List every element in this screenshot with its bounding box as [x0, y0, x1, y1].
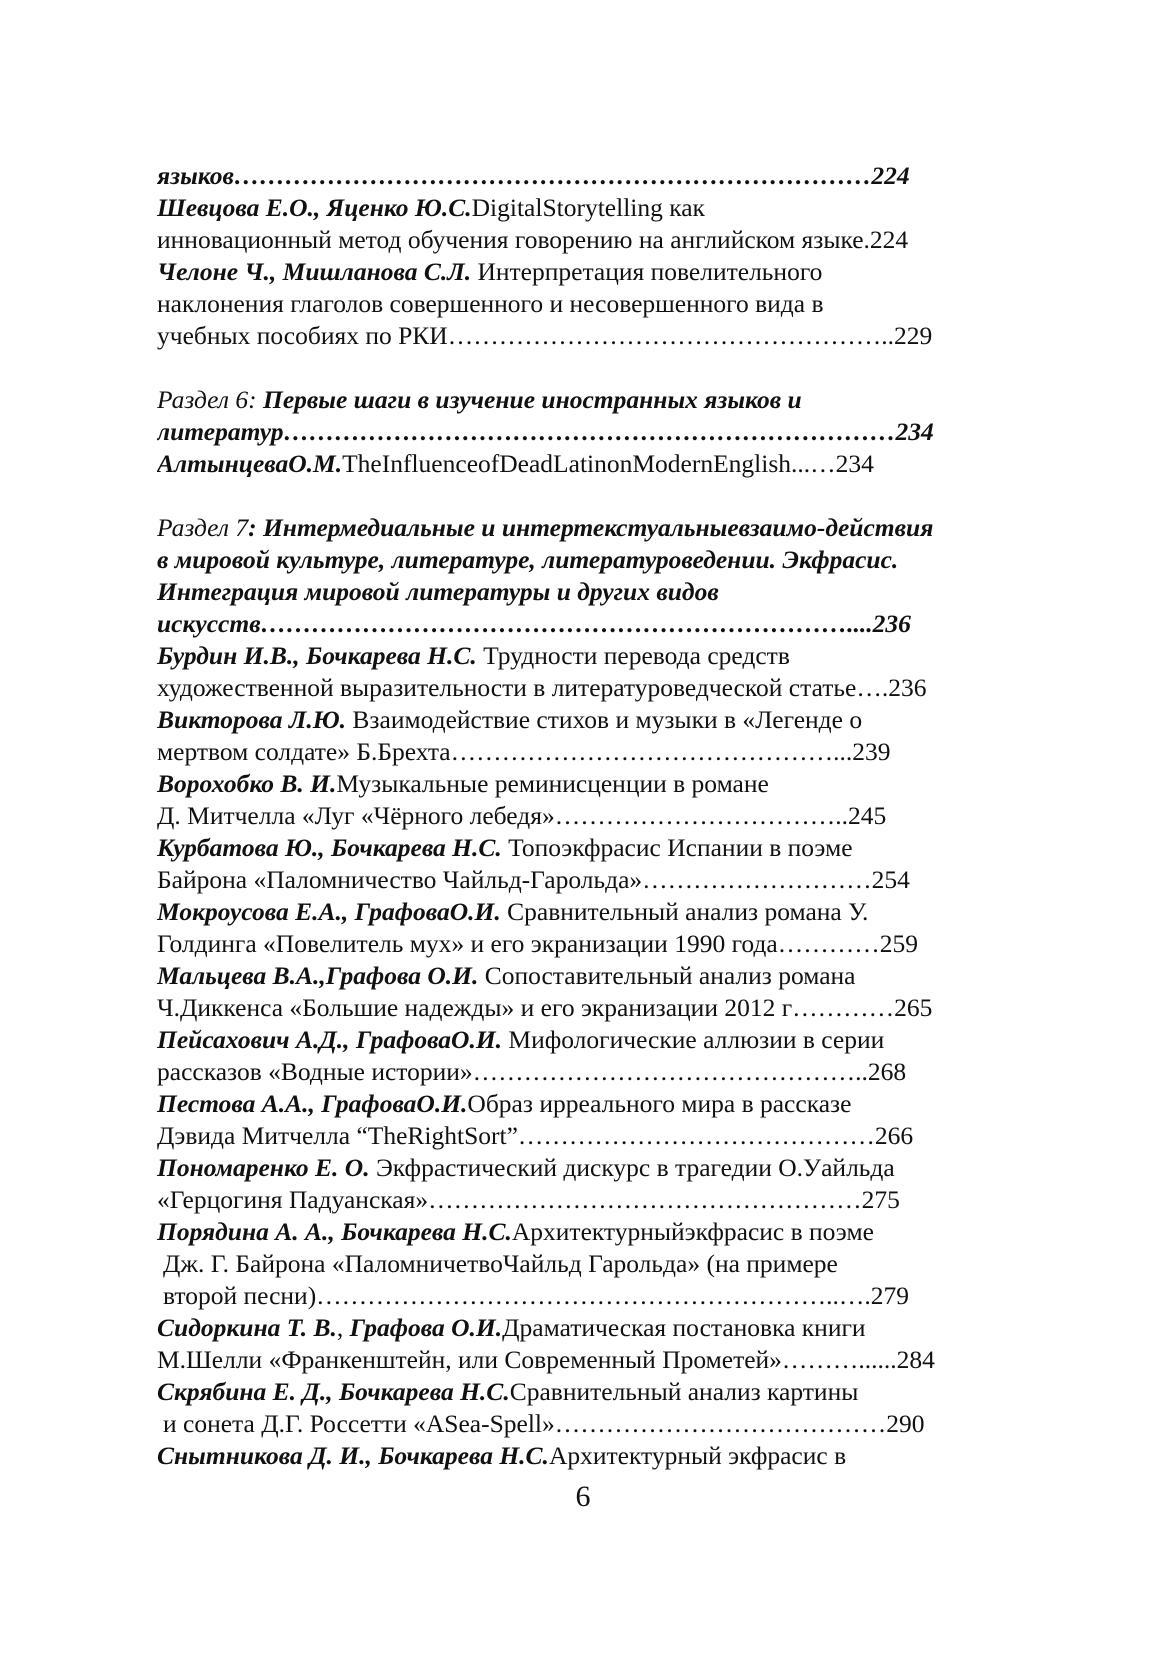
entry-authors: Бурдин И.В., Бочкарева Н.С.: [157, 641, 477, 670]
entry-title: Трудности перевода средств: [476, 641, 790, 670]
entry-title: Экфрастический дискурс в трагедии О.Уайльда: [369, 1153, 895, 1182]
section-title-line: искусств……………………………………………………………....236: [157, 609, 911, 638]
toc-line: Дэвида Митчелла “TheRightSort”……………………………………266: [157, 1121, 914, 1150]
entry-title: TheInfluenceofDeadLatinonModernEnglish...…234: [342, 449, 874, 478]
toc-line: Д. Митчелла «Луг «Чёрного лебедя»……………………………..245: [157, 801, 887, 830]
entry-title: Топоэкфрасис Испании в поэме: [501, 833, 853, 862]
toc-entry: [157, 1312, 1007, 1344]
toc-entry: [157, 448, 1007, 480]
toc-line: Байрона «Паломничество Чайльд-Гарольда»………………………254: [157, 865, 910, 894]
entry-separator: ,: [336, 1313, 350, 1342]
entry-authors: Пономаренко Е. О.: [157, 1153, 370, 1182]
toc-line: наклонения глаголов совершенного и несовершенного вида в: [157, 289, 824, 318]
toc-entry: [157, 192, 1007, 224]
toc-entry: [157, 832, 1007, 864]
entry-title: Музыкальные реминисценции в романе: [336, 769, 769, 798]
entry-authors: Порядина А. А., Бочкарева Н.С.: [157, 1217, 512, 1246]
toc-entry: [157, 960, 1007, 992]
entry-authors: Пестова А.А., ГрафоваО.И.: [157, 1089, 468, 1118]
toc-line: учебных пособиях по РКИ……………………………………………..229: [157, 321, 933, 350]
toc-line: Дж. Г. Байрона «ПаломничетвоЧайльд Гарольда» (на примере: [163, 1249, 838, 1278]
entry-title: Сравнительный анализ романа У.: [500, 897, 869, 926]
toc-entry: [157, 896, 1007, 928]
toc-line: и сонета Д.Г. Россетти «ASea-Spell»…………………………………290: [163, 1409, 925, 1438]
entry-title: DigitalStorytelling как: [471, 193, 705, 222]
entry-title: Архитектурныйэкфрасис в поэме: [511, 1217, 874, 1246]
entry-authors: Снытникова Д. И., Бочкарева Н.С.: [157, 1441, 549, 1470]
toc-line: Голдинга «Повелитель мух» и его экранизации 1990 года…………259: [157, 929, 918, 958]
entry-title: Взаимодействие стихов и музыки в «Легенде о: [346, 705, 863, 734]
toc-line: «Герцогиня Падуанская»……………………………………………275: [157, 1185, 900, 1214]
entry-title: Интерпретация повелительного: [471, 257, 823, 286]
toc-line: второй песни)……………………………………………………..….279: [163, 1281, 910, 1310]
toc-entry: [157, 1152, 1007, 1184]
entry-authors: Мальцева В.А.,Графова О.И.: [157, 961, 479, 990]
table-of-contents: [157, 160, 1007, 1472]
entry-title: Архитектурный экфрасис в: [548, 1441, 847, 1470]
toc-line: художественной выразительности в литературоведческой статье….236: [157, 673, 927, 702]
entry-authors: Челоне Ч., Мишланова С.Л.: [157, 257, 472, 286]
entry-authors: Графова О.И.: [349, 1313, 503, 1342]
entry-authors: Скрябина Е. Д., Бочкарева Н.С.: [157, 1377, 510, 1406]
entry-title: Драматическая постановка книги: [502, 1313, 866, 1342]
section-title: Первые шаги в изучение иностранных языков и: [262, 385, 802, 414]
section-title-line: Интеграция мировой литературы и других видов: [157, 577, 719, 606]
toc-line: инновационный метод обучения говорению на английском языке.224: [157, 225, 909, 254]
toc-entry: [157, 1376, 1007, 1408]
section-title: : Интермедиальные и интертекстуальныевзаимо-действия: [248, 513, 934, 542]
entry-authors: АлтынцеваО.М.: [157, 449, 343, 478]
toc-entry: [157, 704, 1007, 736]
toc-line: Ч.Диккенса «Большие надежды» и его экранизации 2012 г…………265: [157, 993, 933, 1022]
section-label: Раздел 7: [157, 513, 249, 542]
entry-authors: Курбатова Ю., Бочкарева Н.С.: [157, 833, 502, 862]
toc-entry: [157, 768, 1007, 800]
section-heading: [157, 384, 1007, 416]
page-number: 6: [575, 1480, 591, 1513]
section-title-line: литератур………………………………………………………………234: [157, 417, 934, 446]
entry-title: Сопоставительный анализ романа: [478, 961, 856, 990]
entry-title: Образ ирреального мира в рассказе: [467, 1089, 852, 1118]
toc-entry: [157, 1024, 1007, 1056]
entry-title: Сравнительный анализ картины: [509, 1377, 859, 1406]
section-title-line: в мировой культуре, литературе, литературоведении. Экфрасис.: [157, 545, 899, 574]
section-heading: [157, 512, 1007, 544]
entry-title: Мифологические аллюзии в серии: [502, 1025, 885, 1054]
toc-entry: [157, 1440, 1007, 1472]
entry-authors: Мокроусова Е.А., ГрафоваО.И.: [157, 897, 501, 926]
toc-line: рассказов «Водные истории»………………………………………..268: [157, 1057, 907, 1086]
entry-authors: Сидоркина Т. В.: [157, 1313, 337, 1342]
entry-authors: Пейсахович А.Д., ГрафоваО.И.: [157, 1025, 503, 1054]
toc-entry: [157, 256, 1007, 288]
entry-authors: Шевцова Е.О., Яценко Ю.С.: [157, 193, 472, 222]
section-label: Раздел 6:: [157, 385, 263, 414]
toc-line: М.Шелли «Франкенштейн, или Современный Прометей»………......284: [157, 1345, 935, 1374]
toc-entry: [157, 1216, 1007, 1248]
entry-authors: Викторова Л.Ю.: [157, 705, 347, 734]
toc-entry: [157, 640, 1007, 672]
entry-authors: Ворохобко В. И.: [157, 769, 337, 798]
toc-entry: [157, 1088, 1007, 1120]
toc-line: языков…………………………………………………………………224: [157, 161, 910, 190]
toc-line: мертвом солдате» Б.Брехта………………………………………...239: [157, 737, 891, 766]
